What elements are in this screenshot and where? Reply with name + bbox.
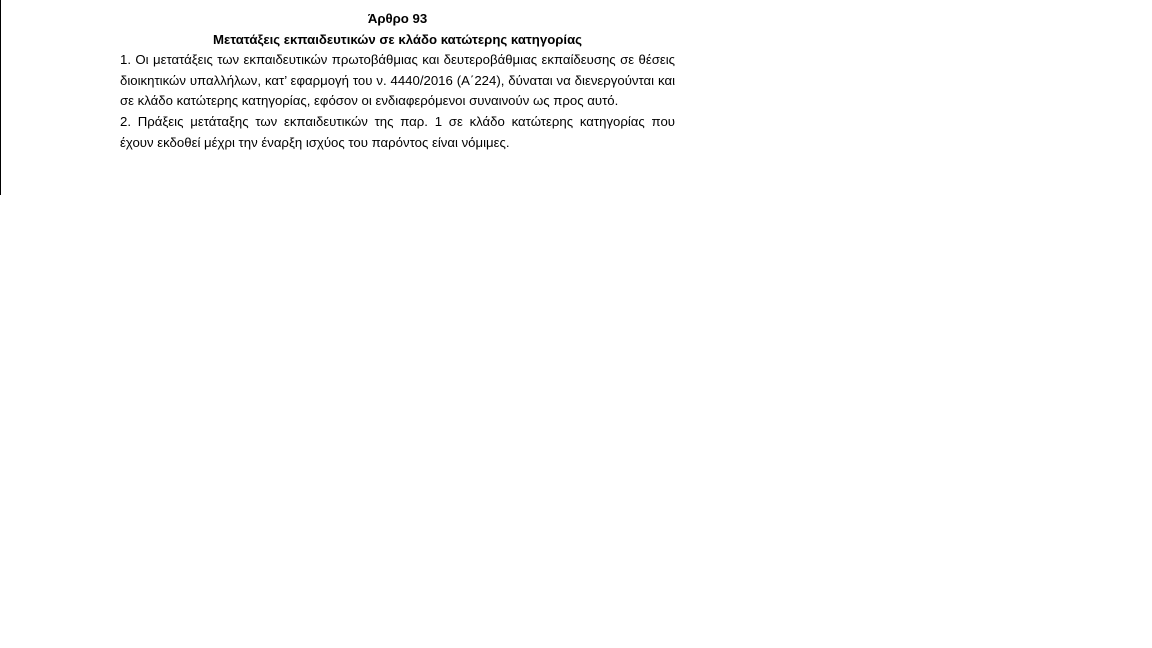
page-left-border — [0, 0, 1, 195]
article-block — [120, 9, 675, 153]
article-title: Μετατάξεις εκπαιδευτικών σε κλάδο κατώτερης κατηγορίας — [212, 31, 583, 47]
article-paragraph-1: 1. Οι μετατάξεις των εκπαιδευτικών πρωτοβάθμιας και δευτεροβάθμιας εκπαίδευσης σε θέσεις διοικητικών υπαλλήλων, κατ’ εφαρμογή του ν. 4440/2016 (Α΄224), δύναται να διενεργούνται και σε κλάδο κατώτερης κατηγορίας, εφόσον οι ενδιαφερόμενοι συναινούν ως προς αυτό. — [120, 52, 675, 109]
article-paragraph-2: 2. Πράξεις μετάταξης των εκπαιδευτικών της παρ. 1 σε κλάδο κατώτερης κατηγορίας που έχουν εκδοθεί μέχρι την έναρξη ισχύος του παρόντος είναι νόμιμες. — [120, 113, 675, 150]
article-number: Άρθρο 93 — [367, 11, 428, 26]
